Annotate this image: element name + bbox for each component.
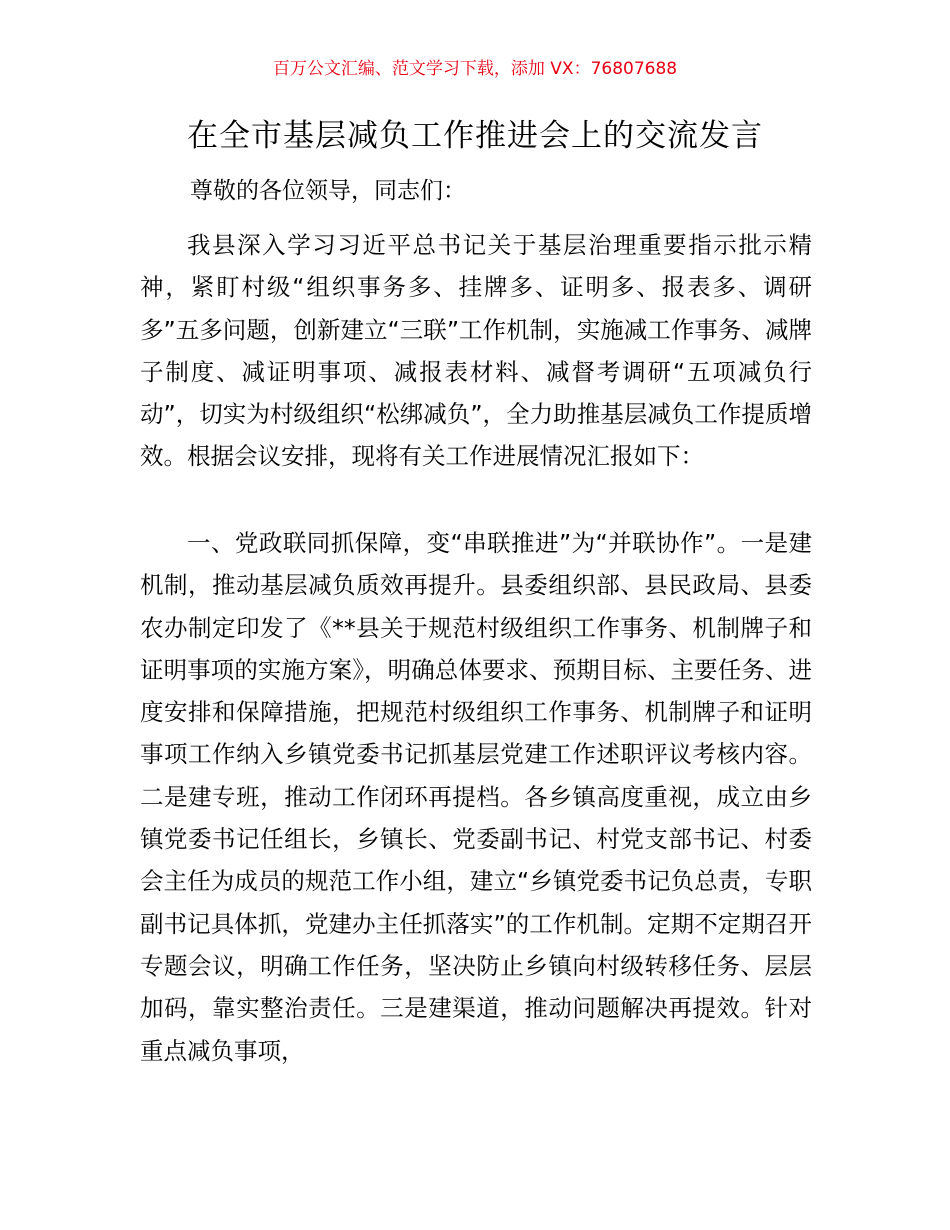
body-paragraph-section-one: 一、党政联同抓保障，变“串联推进”为“并联协作”。一是建机制，推动基层减负质效再提升。县委组织部、县民政局、县委农办制定印发了《**县关于规范村级组织工作事务、机制牌子和证明事项的实施方案》，明确总体要求、预期目标、主要任务、进度安排和保障措施，把规范村级组织工作事务、机制牌子和证明事项工作纳入乡镇党委书记抓基层党建工作述职评议考核内容。二是建专班，推动工作闭环再提档。各乡镇高度重视，成立由乡镇党委书记任组长，乡镇长、党委副书记、村党支部书记、村委会主任为成员的规范工作小组，建立“乡镇党委书记负总责，专职副书记具体抓，党建办主任抓落实”的工作机制。定期不定期召开专题会议，明确工作任务，坚决防止乡镇向村级转移任务、层层加码，靠实整治责任。三是建渠道，推动问题解决再提效。针对重点减负事项， (140, 529, 812, 1065)
header-watermark-line: 百万公文汇编、范文学习下载，添加 VX：76807688 (272, 59, 678, 79)
document-title: 在全市基层减负工作推进会上的交流发言 (187, 118, 763, 154)
salutation: 尊敬的各位领导，同志们： (190, 178, 466, 204)
body-paragraph-intro: 我县深入学习习近平总书记关于基层治理重要指示批示精神，紧盯村级“组织事务多、挂牌多、证明多、报表多、调研多”五多问题，创新建立“三联”工作机制，实施减工作事务、减牌子制度、减证明事项、减报表材料、减督考调研“五项减负行动”，切实为村级组织“松绑减负”，全力助推基层减负工作提质增效。根据会议安排，现将有关工作进展情况汇报如下： (140, 231, 812, 471)
